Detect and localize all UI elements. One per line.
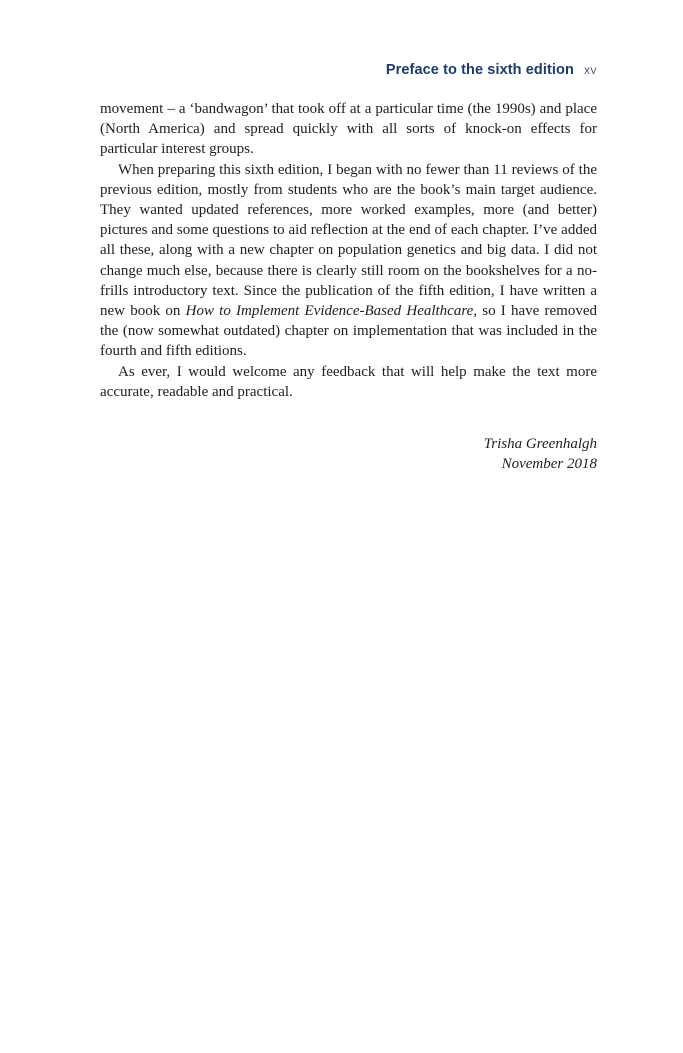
paragraph-sixth-edition <box>100 160 597 362</box>
running-head <box>386 62 597 78</box>
page-number: xv <box>583 63 597 77</box>
signature-block <box>484 434 597 474</box>
paragraph-text: As ever, I would welcome any feedback that will help make the text more accurate, readable and practical. <box>100 363 597 400</box>
book-title: How to Implement Evidence-Based Healthcare <box>185 303 474 320</box>
body-text <box>100 99 597 402</box>
running-title: Preface to the sixth edition <box>385 62 574 78</box>
paragraph-text: When preparing this sixth edition, I began with no fewer than 11 reviews of the previous edition, mostly from students who are the book’s main target audience. They wanted updated references, more worked examples, more (and better) pictures and some questions to aid reflection at the end of each chapter. I’ve added all these, along with a new chapter on population genetics and big data. I did not change much else, because there is clearly still room on the bookshelves for a no-frills introductory text. Since the publication of the fifth edition, I have written a new book on <box>100 161 597 320</box>
paragraph-text: movement – a ‘bandwagon’ that took off at a particular time (the 1990s) and place (North America) and spread quickly with all sorts of knock-on effects for particular interest groups. <box>100 101 597 158</box>
author-name: Trisha Greenhalgh <box>483 436 597 452</box>
signature-date: November 2018 <box>501 456 597 473</box>
paragraph-continuation <box>100 99 597 160</box>
paragraph-feedback <box>100 362 597 402</box>
paragraph-text: , so I have removed the (now somewhat outdated) chapter on implementation that was included in the fourth and fifth editions. <box>100 303 597 360</box>
